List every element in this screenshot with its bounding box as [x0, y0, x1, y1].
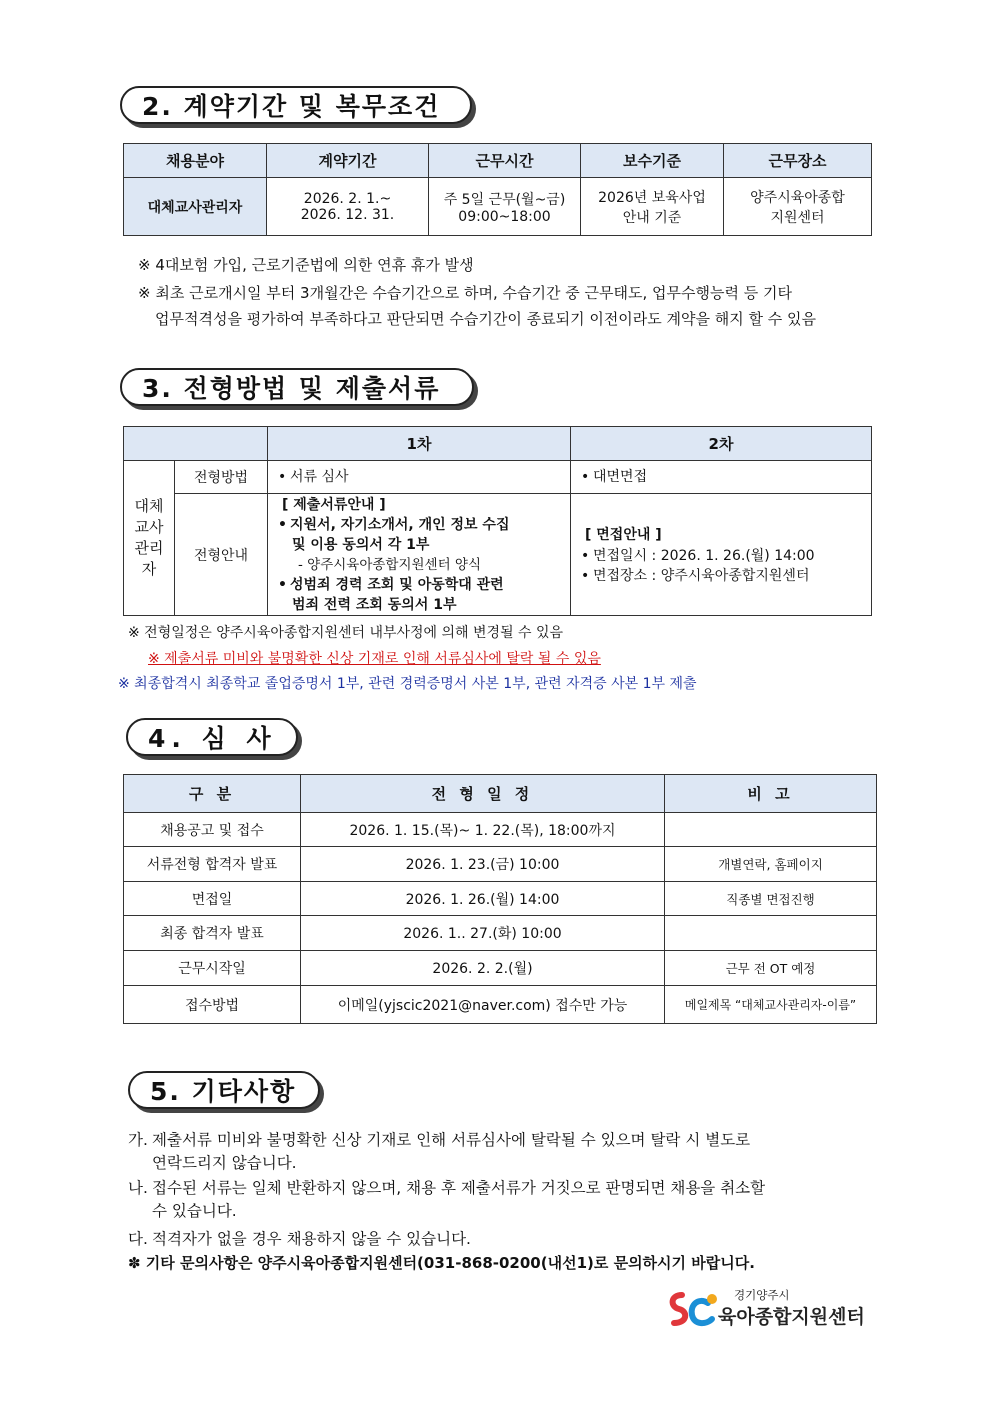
schedule-table — [123, 774, 877, 1024]
header-period: 계약기간 — [267, 144, 429, 178]
row-guide-label: 전형안내 — [175, 494, 268, 616]
header-round-2: 2차 — [571, 427, 872, 461]
selection-corner — [124, 427, 268, 461]
table-row: 근무시작일 2026. 2. 2.(월) 근무 전 OT 예정 — [124, 951, 877, 986]
etc-item-na: 나. 접수된 서류는 일체 반환하지 않으며, 채용 후 제출서류가 거짓으로 판명되면 채용을 취소할 수 있습니다. — [128, 1179, 766, 1220]
selection-table — [123, 426, 872, 616]
row-method-label: 전형방법 — [175, 461, 268, 494]
header-schedule: 전 형 일 정 — [301, 775, 665, 813]
header-remark: 비 고 — [665, 775, 877, 813]
section-3-title: 3. 전형방법 및 제출서류 — [120, 368, 474, 406]
logo-small-text: 경기양주시 — [734, 1288, 790, 1302]
logo-mark-icon — [664, 1287, 722, 1331]
row-method-round-2: • 대면면접 — [571, 461, 872, 494]
section-2-title: 2. 계약기간 및 복무조건 — [120, 86, 472, 124]
sec3-note-final-docs: ※ 최종합격시 최종학교 졸업증명서 1부, 관련 경력증명서 사본 1부, 관련 자격증 사본 1부 제출 — [118, 676, 697, 692]
header-round-1: 1차 — [268, 427, 571, 461]
header-field: 채용분야 — [124, 144, 267, 178]
etc-item-ga: 가. 제출서류 미비와 불명확한 신상 기재로 인해 서류심사에 탈락될 수 있으며 탈락 시 별도로 연락드리지 않습니다. — [128, 1131, 751, 1172]
hours-cell: 주 5일 근무(월~금) 09:00~18:00 — [429, 178, 581, 236]
sec3-note-schedule: ※ 전형일정은 양주시육아종합지원센터 내부사정에 의해 변경될 수 있음 — [128, 625, 564, 641]
header-hours: 근무시간 — [429, 144, 581, 178]
etc-inquiry: ✽ 기타 문의사항은 양주시육아종합지원센터(031-868-0200(내선1)로 문의하시기 바랍니다. — [128, 1254, 755, 1272]
sec2-note-probation-2: 업무적격성을 평가하여 부족하다고 판단되면 수습기간이 종료되기 이전이라도 계약을 해지 할 수 있음 — [155, 310, 817, 328]
side-label: 대체 교사 관리 자 — [124, 461, 175, 616]
header-category: 구 분 — [124, 775, 301, 813]
interview-guide: [ 면접안내 ] • 면접일시 : 2026. 1. 26.(월) 14:00 • 면접장소 : 양주시육아종합지원센터 — [571, 494, 872, 616]
table-row: 채용공고 및 접수 2026. 1. 15.(목)~ 1. 22.(목), 18:00까지 — [124, 813, 877, 847]
table-row: 면접일 2026. 1. 26.(월) 14:00 직종별 면접진행 — [124, 882, 877, 916]
contract-table — [123, 143, 872, 236]
sec2-note-probation-1: ※ 최초 근로개시일 부터 3개월간은 수습기간으로 하며, 수습기간 중 근무태도, 업무수행능력 등 기타 — [138, 284, 792, 302]
section-4-title: 4. 심 사 — [126, 718, 298, 756]
table-row: 서류전형 합격자 발표 2026. 1. 23.(금) 10:00 개별연락, 홈페이지 — [124, 847, 877, 882]
sec3-note-warning: ※ 제출서류 미비와 불명확한 신상 기재로 인해 서류심사에 탈락 될 수 있음 — [148, 651, 601, 667]
table-row: 접수방법 이메일(yjscic2021@naver.com) 접수만 가능 메일제목 “대체교사관리자-이름” — [124, 986, 877, 1024]
sec2-note-insurance: ※ 4대보험 가입, 근로기준법에 의한 연휴 휴가 발생 — [138, 256, 474, 274]
pay-cell: 2026년 보육사업 안내 기준 — [581, 178, 724, 236]
field-cell: 대체교사관리자 — [124, 178, 267, 236]
center-logo — [664, 1287, 878, 1333]
etc-item-da: 다. 적격자가 없을 경우 채용하지 않을 수 있습니다. — [128, 1230, 471, 1248]
row-method-round-1: • 서류 심사 — [268, 461, 571, 494]
header-place: 근무장소 — [724, 144, 872, 178]
docs-guide: [ 제출서류안내 ] • 지원서, 자기소개서, 개인 정보 수집 및 이용 동의서 각 1부 - 양주시육아종합지원센터 양식 • 성범죄 경력 조회 및 아동학대 관련 범죄 전력 조회 동의서 1부 — [268, 494, 571, 616]
logo-big-text: 육아종합지원센터 — [718, 1306, 865, 1328]
period-cell: 2026. 2. 1.~ 2026. 12. 31. — [267, 178, 429, 236]
table-row: 최종 합격자 발표 2026. 1.. 27.(화) 10:00 — [124, 916, 877, 951]
header-pay: 보수기준 — [581, 144, 724, 178]
section-5-title: 5. 기타사항 — [128, 1071, 320, 1109]
place-cell: 양주시육아종합 지원센터 — [724, 178, 872, 236]
